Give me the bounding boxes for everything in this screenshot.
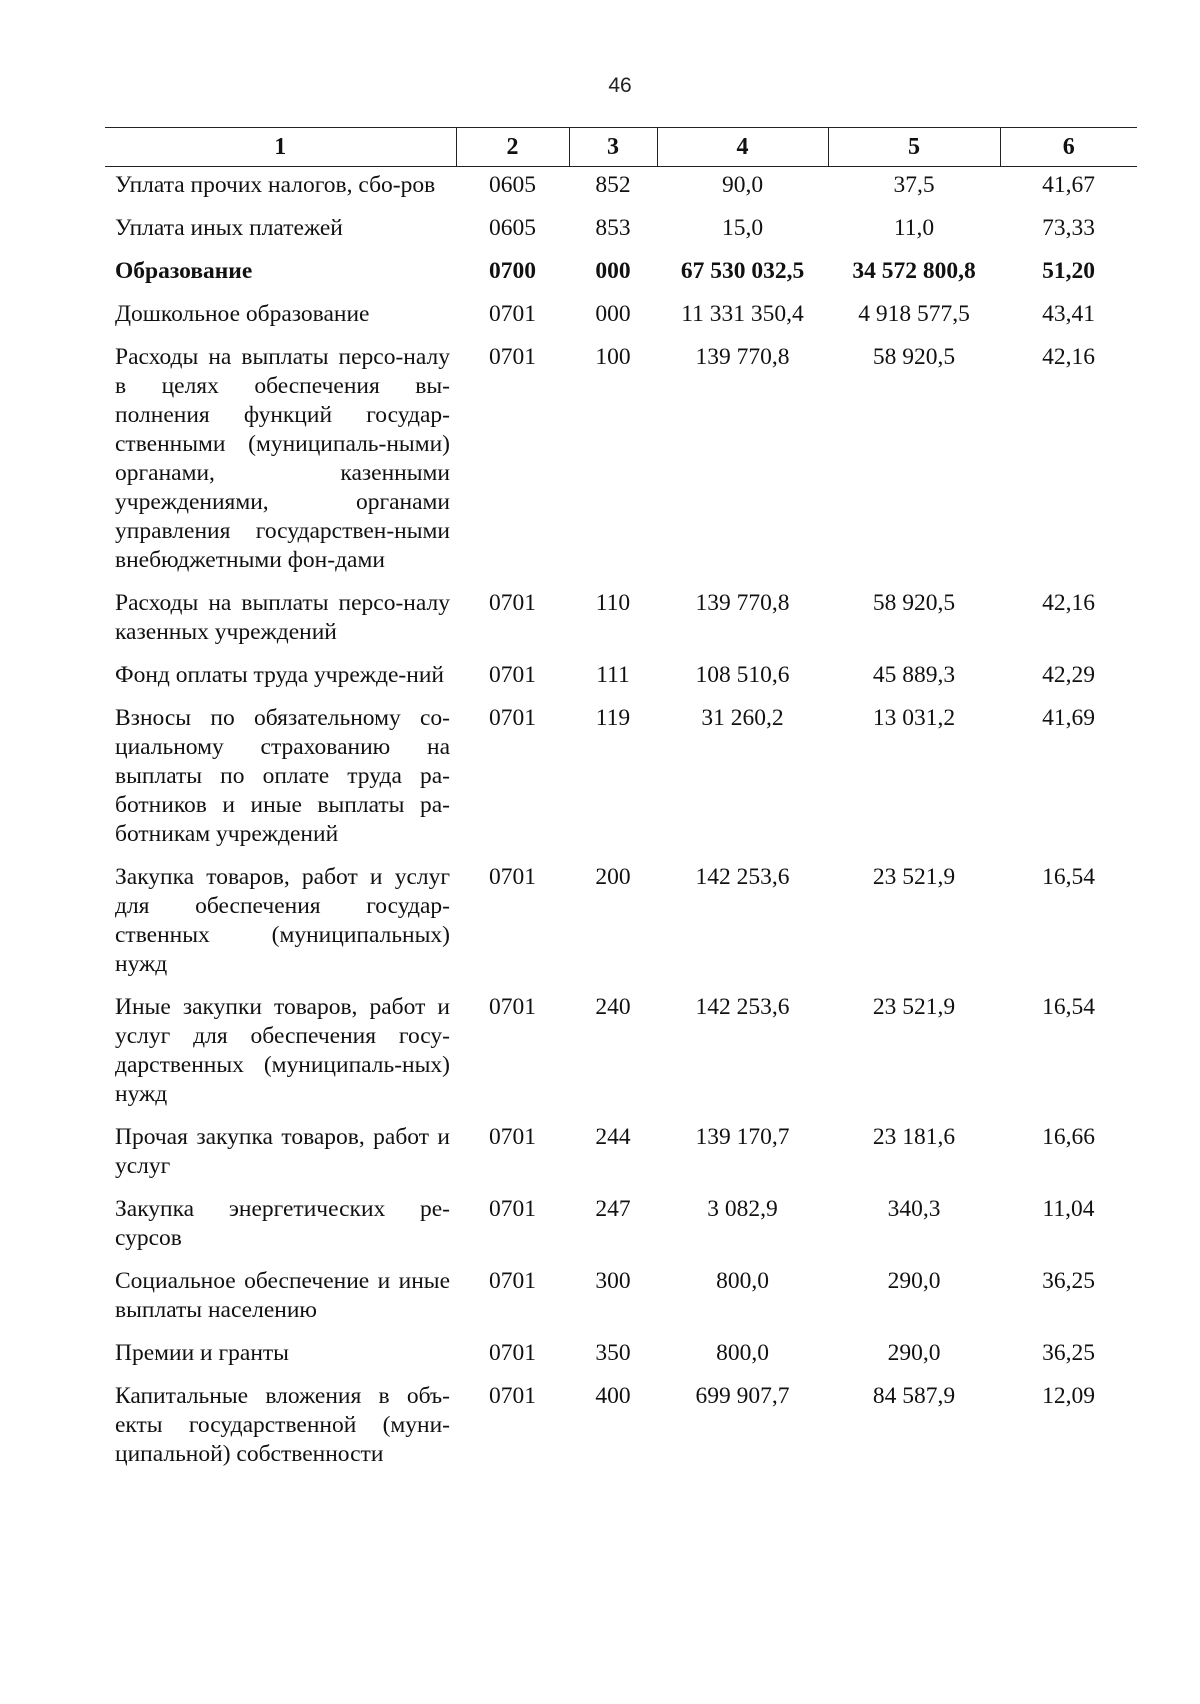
row-percent: 43,41 <box>1042 301 1095 327</box>
row-name: Уплата прочих налогов, сбо-ров <box>115 172 436 198</box>
table-row <box>105 1335 1137 1378</box>
table-row <box>105 210 1137 253</box>
row-actual-value: 290,0 <box>887 1340 941 1366</box>
column-header-code: 3 <box>569 128 657 167</box>
row-expense-code: 100 <box>595 344 631 370</box>
row-name: Расходы на выплаты персо-налу казенных учреждений <box>115 590 450 645</box>
column-header-name: 1 <box>105 128 456 167</box>
row-actual-value: 290,0 <box>887 1268 941 1294</box>
row-percent: 36,25 <box>1042 1340 1095 1366</box>
row-percent: 51,20 <box>1042 258 1095 284</box>
row-name: Премии и гранты <box>115 1340 289 1366</box>
row-name: Социальное обеспечение и иные выплаты населению <box>115 1268 450 1323</box>
row-expense-code: 244 <box>595 1124 631 1150</box>
row-name: Прочая закупка товаров, работ и услуг <box>115 1124 450 1179</box>
header-row <box>105 128 1137 167</box>
row-name: Уплата иных платежей <box>115 215 343 241</box>
row-name: Закупка энергетических ре-сурсов <box>115 1196 450 1251</box>
table-row <box>105 296 1137 339</box>
row-plan-value: 90,0 <box>721 172 764 198</box>
row-section: 0701 <box>489 994 536 1020</box>
row-actual-value: 23 181,6 <box>872 1124 956 1150</box>
row-actual-value: 84 587,9 <box>872 1383 956 1409</box>
row-expense-code: 240 <box>595 994 631 1020</box>
row-plan-value: 699 907,7 <box>695 1383 790 1409</box>
row-plan-value: 139 770,8 <box>695 344 790 370</box>
table-row <box>105 1119 1137 1191</box>
row-section: 0701 <box>489 590 536 616</box>
row-section: 0701 <box>489 1124 536 1150</box>
row-actual-value: 23 521,9 <box>872 864 956 890</box>
row-name: Расходы на выплаты персо-налу в целях обеспечения вы-полнения функций государ-ственными (муниципаль-ными) органами, казенными учреждениями, органами управления государствен-ными внебюджетными фон-дами <box>115 344 450 573</box>
row-section: 0605 <box>489 215 536 241</box>
table-row <box>105 657 1137 700</box>
row-expense-code: 247 <box>595 1196 631 1222</box>
row-plan-value: 108 510,6 <box>695 662 790 688</box>
row-plan-value: 142 253,6 <box>695 994 790 1020</box>
row-name: Фонд оплаты труда учрежде-ний <box>115 662 444 688</box>
row-expense-code: 000 <box>595 258 631 284</box>
table-row <box>105 339 1137 585</box>
row-actual-value: 11,0 <box>893 215 935 241</box>
row-actual-value: 37,5 <box>893 172 935 198</box>
row-plan-value: 3 082,9 <box>707 1196 778 1222</box>
row-expense-code: 119 <box>595 705 631 731</box>
row-percent: 16,66 <box>1042 1124 1095 1150</box>
row-percent: 73,33 <box>1042 215 1095 241</box>
row-plan-value: 139 170,7 <box>695 1124 790 1150</box>
row-plan-value: 67 530 032,5 <box>680 258 805 284</box>
column-header-percent: 6 <box>1000 128 1137 167</box>
row-expense-code: 110 <box>595 590 631 616</box>
table-row <box>105 1263 1137 1335</box>
row-percent: 16,54 <box>1042 994 1095 1020</box>
row-name: Образование <box>115 258 253 284</box>
table-row <box>105 859 1137 989</box>
table-row <box>105 253 1137 296</box>
row-expense-code: 300 <box>595 1268 631 1294</box>
table-row <box>105 1191 1137 1263</box>
row-percent: 42,29 <box>1042 662 1095 688</box>
row-section: 0701 <box>489 864 536 890</box>
row-actual-value: 58 920,5 <box>872 344 956 370</box>
row-name: Закупка товаров, работ и услуг для обеспечения государ-ственных (муниципальных) нужд <box>115 864 450 977</box>
row-percent: 36,25 <box>1042 1268 1095 1294</box>
row-percent: 42,16 <box>1042 590 1095 616</box>
row-percent: 42,16 <box>1042 344 1095 370</box>
row-actual-value: 23 521,9 <box>872 994 956 1020</box>
table-row <box>105 167 1137 211</box>
row-name: Капитальные вложения в объ-екты государственной (муни-ципальной) собственности <box>115 1383 450 1467</box>
row-expense-code: 853 <box>595 215 631 241</box>
row-percent: 41,69 <box>1042 705 1095 731</box>
column-header-plan: 4 <box>657 128 828 167</box>
column-header-actual: 5 <box>828 128 1000 167</box>
row-plan-value: 800,0 <box>716 1268 769 1294</box>
table-row <box>105 585 1137 657</box>
row-actual-value: 45 889,3 <box>872 662 956 688</box>
row-plan-value: 31 260,2 <box>701 705 784 731</box>
row-expense-code: 200 <box>595 864 631 890</box>
row-actual-value: 34 572 800,8 <box>852 258 976 284</box>
row-plan-value: 800,0 <box>716 1340 769 1366</box>
row-name: Иные закупки товаров, работ и услуг для обеспечения госу-дарственных (муниципаль-ных) нужд <box>115 994 450 1107</box>
row-plan-value: 139 770,8 <box>695 590 790 616</box>
row-percent: 12,09 <box>1042 1383 1095 1409</box>
row-name: Взносы по обязательному со-циальному страхованию на выплаты по оплате труда ра-ботников и иные выплаты ра-ботникам учреждений <box>115 705 450 847</box>
row-actual-value: 340,3 <box>887 1196 941 1222</box>
table-row <box>105 989 1137 1119</box>
row-actual-value: 13 031,2 <box>872 705 956 731</box>
row-expense-code: 111 <box>596 662 630 688</box>
row-section: 0701 <box>489 662 536 688</box>
row-section: 0701 <box>489 301 536 327</box>
row-expense-code: 400 <box>595 1383 631 1409</box>
row-section: 0701 <box>489 1196 536 1222</box>
row-section: 0700 <box>489 258 536 284</box>
row-percent: 11,04 <box>1042 1196 1095 1222</box>
row-actual-value: 4 918 577,5 <box>858 301 970 327</box>
row-plan-value: 15,0 <box>721 215 764 241</box>
row-section: 0701 <box>489 1340 536 1366</box>
row-percent: 41,67 <box>1042 172 1095 198</box>
row-expense-code: 000 <box>595 301 631 327</box>
row-name: Дошкольное образование <box>115 301 370 327</box>
page-number: 46 <box>608 74 632 97</box>
row-expense-code: 350 <box>595 1340 631 1366</box>
row-plan-value: 142 253,6 <box>695 864 790 890</box>
column-header-section: 2 <box>456 128 569 167</box>
row-plan-value: 11 331 350,4 <box>681 301 804 327</box>
row-expense-code: 852 <box>595 172 631 198</box>
budget-table <box>105 127 1137 1479</box>
row-actual-value: 58 920,5 <box>872 590 956 616</box>
row-section: 0701 <box>489 1383 536 1409</box>
row-section: 0605 <box>489 172 536 198</box>
row-section: 0701 <box>489 705 536 731</box>
row-percent: 16,54 <box>1042 864 1095 890</box>
table-row <box>105 700 1137 859</box>
row-section: 0701 <box>489 344 536 370</box>
row-section: 0701 <box>489 1268 536 1294</box>
table-row <box>105 1378 1137 1479</box>
